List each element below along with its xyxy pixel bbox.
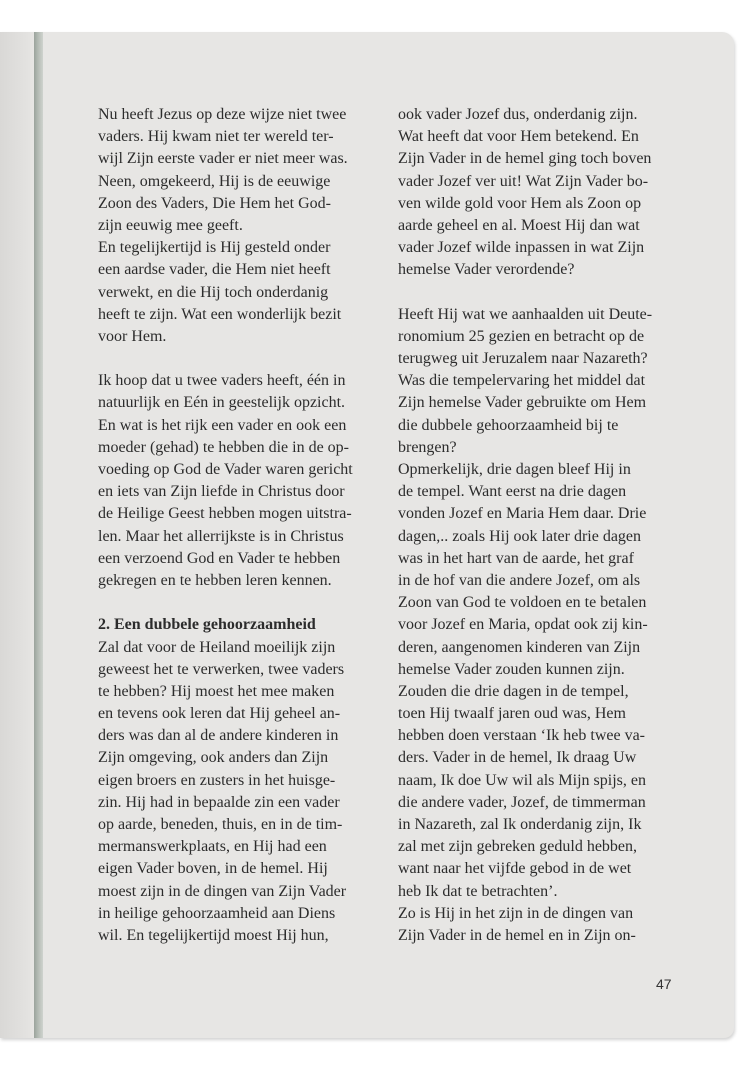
- text-line: Zijn Vader in de hemel en in Zijn on-: [398, 926, 636, 944]
- text-line: de Heilige Geest hebben mogen uitstra-: [98, 505, 352, 523]
- text-line: in de hof van die andere Jozef, om als: [398, 571, 641, 589]
- text-line: Ik hoop dat u twee vaders heeft, één in: [98, 372, 346, 390]
- text-line: want naar het vijfde gebod in de wet: [398, 860, 632, 878]
- text-line: Zal dat voor de Heiland moeilijk zijn: [98, 638, 336, 656]
- text-line: Was die tempelervaring het middel dat: [398, 372, 646, 390]
- text-line: voor Jozef en Maria, opdat ook zij kin-: [398, 616, 648, 634]
- text-line: voor Hem.: [98, 327, 167, 345]
- text-line: eigen broers en zusters in het huisge-: [98, 771, 336, 789]
- text-line: Opmerkelijk, drie dagen bleef Hij in: [398, 461, 631, 478]
- text-line: ook vader Jozef dus, onderdanig zijn.: [398, 106, 638, 123]
- text-line: ronomium 25 gezien en betracht op de: [398, 327, 645, 345]
- text-line: verwekt, en die Hij toch onderdanig: [98, 283, 329, 301]
- text-line: ders was dan al de andere kinderen in: [98, 727, 339, 745]
- book-page: [0, 32, 734, 1038]
- paragraph: [398, 104, 673, 282]
- text-line: wil. En tegelijkertijd moest Hij hun,: [98, 926, 329, 944]
- text-line: natuurlijk en Eén in geestelijk opzicht.: [98, 394, 346, 412]
- paragraph-gap: [98, 592, 378, 614]
- text-line: in Nazareth, zal Ik onderdanig zijn, Ik: [398, 816, 642, 833]
- text-line: voeding op God de Vader waren gericht: [98, 461, 353, 478]
- text-line: Heeft Hij wat we aanhaalden uit Deute-: [398, 305, 653, 323]
- text-line: vaders. Hij kwam niet ter wereld ter-: [98, 128, 334, 146]
- text-line: een verzoend God en Vader te hebben: [98, 549, 341, 567]
- text-line: aarde geheel en al. Moest Hij dan wat: [398, 216, 640, 234]
- text-line: te hebben? Hij moest het mee maken: [98, 682, 335, 700]
- text-line: terugweg uit Jeruzalem naar Nazareth?: [398, 350, 648, 368]
- text-line: deren, aangenomen kinderen van Zijn: [398, 638, 641, 656]
- spine-line: [34, 32, 43, 1038]
- paragraph: [98, 104, 378, 348]
- text-line: hemelse Vader zouden kunnen zijn.: [398, 660, 625, 678]
- text-line: geweest het te verwerken, twee vaders: [98, 660, 345, 678]
- text-line: in heilige gehoorzaamheid aan Diens: [98, 904, 336, 922]
- text-line: ders. Vader in de hemel, Ik draag Uw: [398, 749, 637, 767]
- paragraph-gap: [98, 348, 378, 370]
- text-line: de tempel. Want eerst na drie dagen: [398, 483, 627, 501]
- text-line: naam, Ik doe Uw wil als Mijn spijs, en: [398, 771, 646, 789]
- text-line: zin. Hij had in bepaalde zin een vader: [98, 793, 340, 811]
- text-line: Zo is Hij in het zijn in de dingen van: [398, 904, 634, 922]
- text-line: wijl Zijn eerste vader er niet meer was.: [98, 150, 348, 168]
- left-column: [98, 104, 378, 947]
- text-line: ven wilde gold voor Hem als Zoon op: [398, 194, 642, 212]
- text-line: Zoon van God te voldoen en te betalen: [398, 594, 647, 612]
- text-line: vader Jozef ver uit! Wat Zijn Vader bo-: [398, 172, 649, 190]
- text-line: heb Ik dat te betrachten’.: [398, 882, 558, 900]
- text-line: die dubbele gehoorzaamheid bij te: [398, 416, 619, 434]
- text-line: zijn eeuwig mee geeft.: [98, 216, 243, 234]
- text-line: Neen, omgekeerd, Hij is de eeuwige: [98, 172, 331, 190]
- text-line: vonden Jozef en Maria Hem daar. Drie: [398, 505, 647, 523]
- text-line: vader Jozef wilde inpassen in wat Zijn: [398, 239, 645, 257]
- text-line: gekregen en te hebben leren kennen.: [98, 571, 332, 589]
- text-line: en iets van Zijn liefde in Christus door: [98, 483, 345, 501]
- text-line: len. Maar het allerrijkste is in Christus: [98, 527, 344, 545]
- text-line: hemelse Vader verordende?: [398, 261, 575, 279]
- paragraph: [398, 304, 673, 947]
- text-line: dagen,.. zoals Hij ook later drie dagen: [398, 527, 642, 545]
- section-heading: 2. Een dubbele gehoorzaamheid: [98, 616, 316, 634]
- text-line: een aardse vader, die Hem niet heeft: [98, 261, 331, 279]
- text-line: Nu heeft Jezus op deze wijze niet twee: [98, 106, 347, 123]
- paragraph: [98, 370, 378, 592]
- text-line: eigen Vader boven, in de hemel. Hij: [98, 860, 328, 878]
- text-line: was in het hart van de aarde, het graf: [398, 549, 634, 567]
- text-line: mermanswerkplaats, en Hij had een: [98, 838, 327, 856]
- text-line: en tevens ook leren dat Hij geheel an-: [98, 705, 341, 723]
- text-line: zal met zijn gebreken geduld hebben,: [398, 838, 638, 856]
- text-line: op aarde, beneden, thuis, en in de tim-: [98, 816, 343, 833]
- text-line: En wat is het rijk een vader en ook een: [98, 416, 347, 434]
- text-line: toen Hij twaalf jaren oud was, Hem: [398, 705, 626, 723]
- right-column: [398, 104, 673, 947]
- text-line: moeder (gehad) te hebben die in de op-: [98, 438, 350, 456]
- page-number: 47: [656, 976, 672, 992]
- text-line: Zouden die drie dagen in de tempel,: [398, 682, 629, 700]
- text-line: brengen?: [398, 438, 457, 456]
- text-line: moest zijn in de dingen van Zijn Vader: [98, 882, 347, 900]
- text-line: Wat heeft dat voor Hem betekend. En: [398, 128, 639, 146]
- text-line: hebben doen verstaan ‘Ik heb twee va-: [398, 727, 645, 745]
- paragraph: [98, 637, 378, 948]
- paragraph-gap: [398, 282, 673, 304]
- text-line: Zijn omgeving, ook anders dan Zijn: [98, 749, 329, 767]
- text-line: Zijn hemelse Vader gebruikte om Hem: [398, 394, 647, 412]
- text-line: Zoon des Vaders, Die Hem het God-: [98, 194, 331, 212]
- text-line: En tegelijkertijd is Hij gesteld onder: [98, 239, 331, 257]
- text-line: heeft te zijn. Wat een wonderlijk bezit: [98, 305, 342, 323]
- text-line: die andere vader, Jozef, de timmerman: [398, 793, 646, 811]
- text-line: Zijn Vader in de hemel ging toch boven: [398, 150, 652, 168]
- spine-shadow: [0, 32, 34, 1038]
